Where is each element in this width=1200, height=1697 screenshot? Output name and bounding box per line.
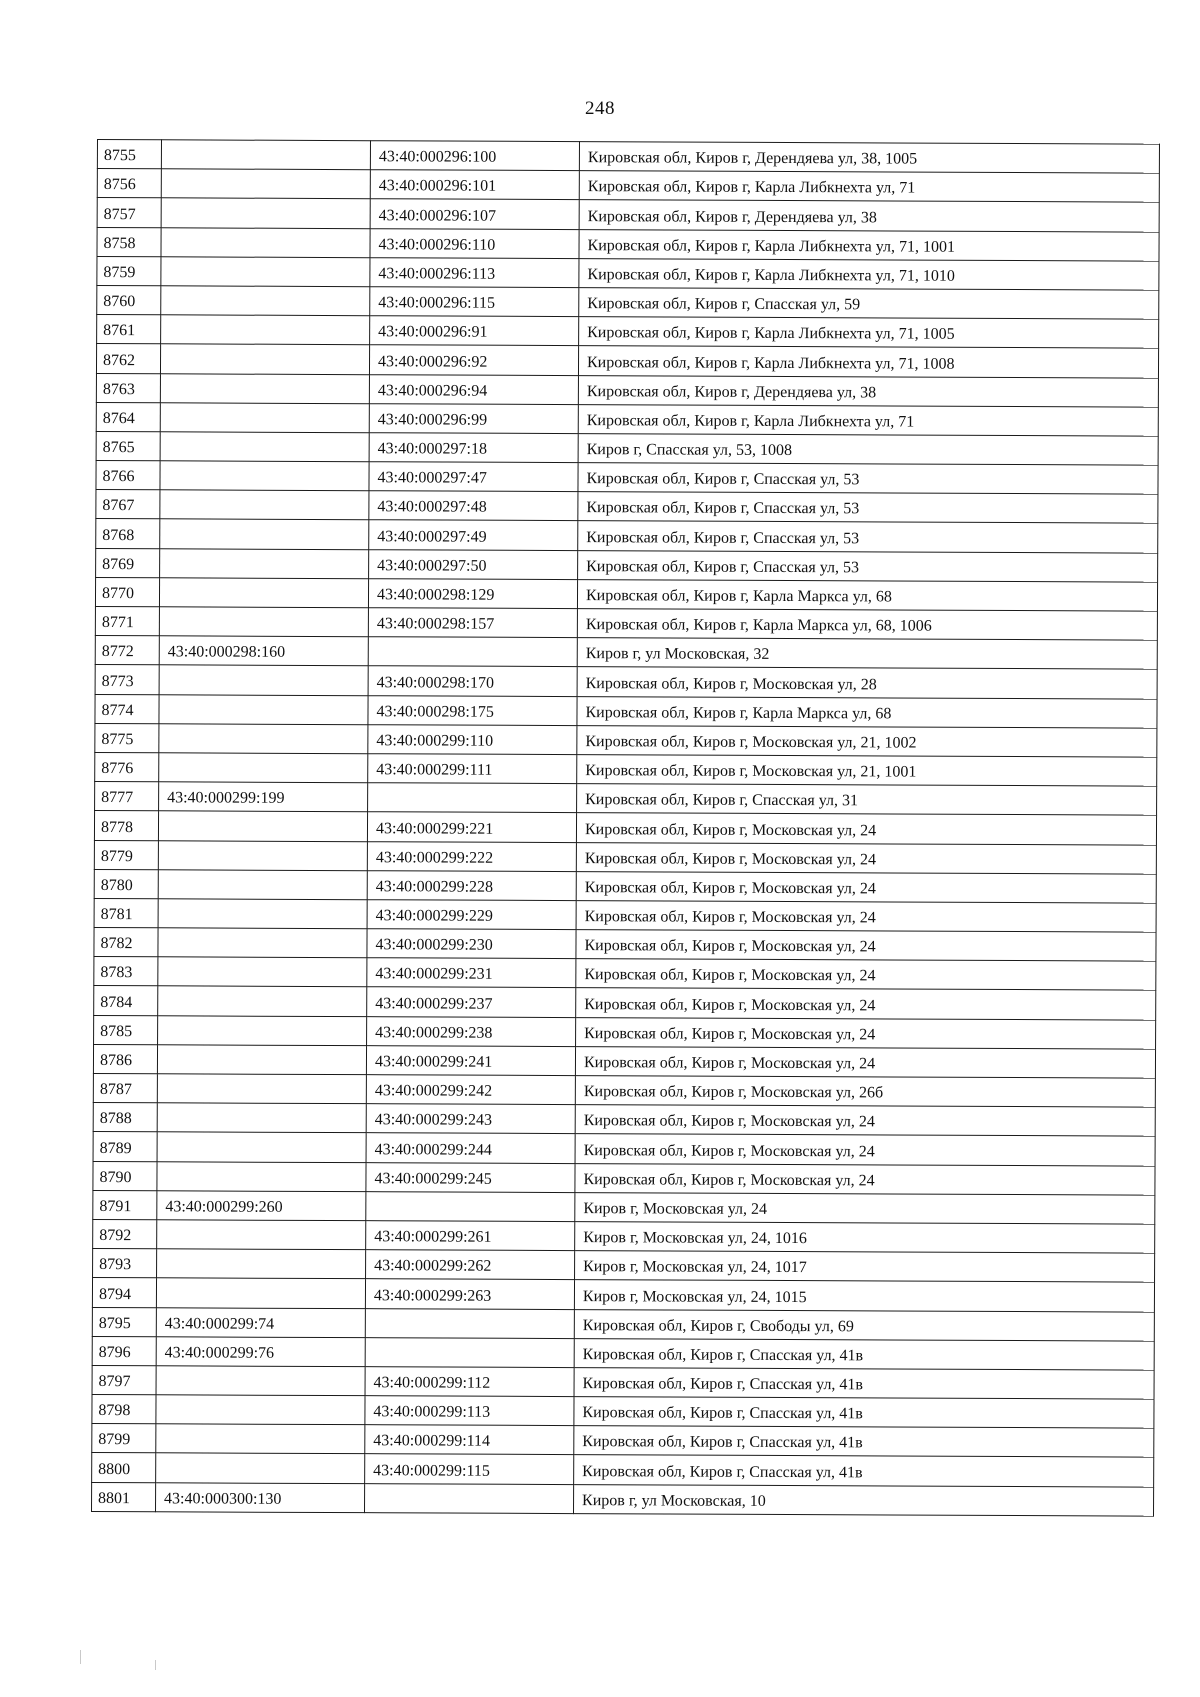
record-number-cell: 8785 [94, 1015, 158, 1044]
table-row [92, 1365, 1154, 1399]
address-cell: Киров г, ул Московская, 10 [574, 1484, 1154, 1516]
cadastral-number-b-cell: 43:40:000299:111 [368, 754, 577, 784]
table-row [92, 1336, 1154, 1370]
table-row [96, 373, 1158, 407]
table-row [96, 402, 1158, 436]
record-number-cell: 8767 [96, 490, 160, 519]
table-row [95, 723, 1157, 757]
cadastral-number-a-cell [160, 402, 369, 432]
table-row [93, 1073, 1155, 1107]
cadastral-number-b-cell [366, 1191, 575, 1221]
table-row [93, 1044, 1155, 1078]
record-number-cell: 8759 [97, 256, 161, 285]
address-cell: Кировская обл, Киров г, Спасская ул, 53 [578, 550, 1158, 582]
cadastral-number-b-cell: 43:40:000299:244 [366, 1133, 575, 1163]
cadastral-number-a-cell [156, 1395, 365, 1425]
cadastral-number-a-cell [159, 607, 368, 637]
record-number-cell: 8796 [92, 1336, 156, 1365]
page-number: 248 [585, 98, 615, 119]
record-number-cell: 8763 [96, 373, 160, 402]
record-number-cell: 8790 [93, 1161, 157, 1190]
table-row [93, 1190, 1155, 1224]
cadastral-number-b-cell [368, 783, 577, 813]
cadastral-number-a-cell [159, 724, 368, 754]
record-number-cell: 8773 [95, 665, 159, 694]
cadastral-number-b-cell [365, 1337, 574, 1367]
cadastral-number-a-cell [157, 1132, 366, 1162]
cadastral-number-b-cell: 43:40:000296:100 [370, 141, 579, 171]
table-row [92, 1307, 1154, 1341]
cadastral-number-b-cell: 43:40:000298:170 [368, 666, 577, 696]
record-number-cell: 8771 [95, 606, 159, 635]
address-cell: Кировская обл, Киров г, Дерендяева ул, 38, 1005 [579, 142, 1159, 174]
cadastral-number-b-cell: 43:40:000298:157 [368, 608, 577, 638]
cadastral-number-b-cell: 43:40:000299:229 [367, 900, 576, 930]
address-cell: Кировская обл, Киров г, Московская ул, 24 [575, 1163, 1155, 1195]
address-cell: Кировская обл, Киров г, Московская ул, 24 [576, 988, 1156, 1020]
cadastral-number-b-cell: 43:40:000299:263 [365, 1279, 574, 1309]
table-row [94, 1015, 1156, 1049]
address-cell: Кировская обл, Киров г, Московская ул, 28 [577, 667, 1157, 699]
table-row [96, 344, 1158, 378]
table-row [95, 782, 1157, 816]
address-cell: Кировская обл, Киров г, Карла Маркса ул, 68 [577, 579, 1157, 611]
cadastral-number-b-cell [365, 1483, 574, 1513]
scan-mark-bottom [155, 1660, 156, 1670]
record-number-cell: 8766 [96, 461, 160, 490]
address-cell: Кировская обл, Киров г, Спасская ул, 31 [577, 784, 1157, 816]
cadastral-number-b-cell: 43:40:000299:228 [367, 870, 576, 900]
address-cell: Кировская обл, Киров г, Карла Либкнехта ул, 71 [579, 171, 1159, 203]
address-cell: Кировская обл, Киров г, Спасская ул, 53 [578, 521, 1158, 553]
cadastral-number-a-cell [157, 1249, 366, 1279]
record-number-cell: 8756 [97, 169, 161, 198]
cadastral-number-a-cell [161, 169, 370, 199]
table-row [93, 1249, 1155, 1283]
cadastral-number-a-cell [156, 1278, 365, 1308]
cadastral-number-b-cell: 43:40:000299:243 [366, 1104, 575, 1134]
cadastral-number-b-cell: 43:40:000296:91 [370, 316, 579, 346]
cadastral-number-b-cell [365, 1308, 574, 1338]
table-row [92, 1278, 1154, 1312]
scan-mark-left [80, 1650, 81, 1664]
record-number-cell: 8784 [94, 986, 158, 1015]
address-cell: Кировская обл, Киров г, Московская ул, 24 [575, 1046, 1155, 1078]
cadastral-number-b-cell: 43:40:000296:113 [370, 257, 579, 287]
record-number-cell: 8780 [94, 869, 158, 898]
cadastral-number-a-cell [156, 1424, 365, 1454]
address-cell: Кировская обл, Киров г, Спасская ул, 41в [574, 1338, 1154, 1370]
record-number-cell: 8800 [92, 1453, 156, 1482]
cadastral-number-a-cell: 43:40:000299:74 [156, 1307, 365, 1337]
cadastral-number-b-cell: 43:40:000299:112 [365, 1367, 574, 1397]
cadastral-number-a-cell [159, 665, 368, 695]
address-cell: Кировская обл, Киров г, Московская ул, 24 [576, 900, 1156, 932]
cadastral-number-a-cell [158, 899, 367, 929]
address-cell: Кировская обл, Киров г, Свободы ул, 69 [574, 1309, 1154, 1341]
address-cell: Киров г, Московская ул, 24 [575, 1192, 1155, 1224]
cadastral-number-a-cell: 43:40:000298:160 [159, 636, 368, 666]
record-number-cell: 8792 [93, 1219, 157, 1248]
address-cell: Кировская обл, Киров г, Спасская ул, 53 [578, 492, 1158, 524]
address-cell: Кировская обл, Киров г, Дерендяева ул, 38 [578, 375, 1158, 407]
record-number-cell: 8778 [94, 811, 158, 840]
table-row [94, 928, 1156, 962]
cadastral-number-b-cell: 43:40:000299:110 [368, 724, 577, 754]
record-number-cell: 8799 [92, 1424, 156, 1453]
table-row [93, 1219, 1155, 1253]
cadastral-number-a-cell [157, 1220, 366, 1250]
cadastral-number-a-cell [156, 1366, 365, 1396]
registry-table-body [92, 140, 1160, 1516]
cadastral-number-a-cell [160, 432, 369, 462]
address-cell: Кировская обл, Киров г, Спасская ул, 41в [574, 1426, 1154, 1458]
table-row [94, 898, 1156, 932]
table-row [97, 315, 1159, 349]
table-row [94, 840, 1156, 874]
cadastral-number-a-cell [158, 957, 367, 987]
address-cell: Кировская обл, Киров г, Карла Либкнехта ул, 71 [578, 404, 1158, 436]
cadastral-number-b-cell: 43:40:000299:114 [365, 1425, 574, 1455]
record-number-cell: 8801 [92, 1482, 156, 1511]
cadastral-number-b-cell: 43:40:000299:262 [366, 1250, 575, 1280]
cadastral-number-a-cell [160, 548, 369, 578]
table-row [96, 461, 1158, 495]
table-row [96, 519, 1158, 553]
record-number-cell: 8769 [96, 548, 160, 577]
address-cell: Кировская обл, Киров г, Спасская ул, 53 [578, 463, 1158, 495]
cadastral-number-b-cell [368, 637, 577, 667]
address-cell: Кировская обл, Киров г, Карла Либкнехта ул, 71, 1001 [579, 229, 1159, 261]
cadastral-number-a-cell [160, 519, 369, 549]
cadastral-number-a-cell [160, 461, 369, 491]
cadastral-number-a-cell [161, 140, 370, 170]
cadastral-number-b-cell: 43:40:000297:18 [369, 433, 578, 463]
address-cell: Кировская обл, Киров г, Спасская ул, 41в [574, 1455, 1154, 1487]
table-row [97, 285, 1159, 319]
address-cell: Кировская обл, Киров г, Карла Либкнехта ул, 71, 1008 [578, 346, 1158, 378]
cadastral-number-a-cell: 43:40:000299:199 [159, 782, 368, 812]
cadastral-number-b-cell: 43:40:000299:238 [367, 1016, 576, 1046]
cadastral-number-b-cell: 43:40:000299:222 [367, 841, 576, 871]
table-row [93, 1132, 1155, 1166]
address-cell: Киров г, Московская ул, 24, 1017 [575, 1251, 1155, 1283]
cadastral-number-a-cell [161, 315, 370, 345]
address-cell: Кировская обл, Киров г, Московская ул, 24 [576, 842, 1156, 874]
cadastral-number-b-cell: 43:40:000297:50 [369, 549, 578, 579]
record-number-cell: 8789 [93, 1132, 157, 1161]
table-row [92, 1482, 1154, 1516]
record-number-cell: 8776 [95, 752, 159, 781]
address-cell: Кировская обл, Киров г, Карла Либкнехта ул, 71, 1010 [579, 258, 1159, 290]
address-cell: Кировская обл, Киров г, Спасская ул, 41в [574, 1367, 1154, 1399]
table-row [97, 169, 1159, 203]
address-cell: Киров г, ул Московская, 32 [577, 638, 1157, 670]
record-number-cell: 8772 [95, 636, 159, 665]
cadastral-number-a-cell [161, 286, 370, 316]
record-number-cell: 8782 [94, 928, 158, 957]
registry-table [91, 139, 1160, 1516]
cadastral-number-b-cell: 43:40:000299:261 [366, 1221, 575, 1251]
record-number-cell: 8761 [97, 315, 161, 344]
address-cell: Кировская обл, Киров г, Карла Либкнехта ул, 71, 1005 [579, 317, 1159, 349]
address-cell: Кировская обл, Киров г, Спасская ул, 59 [579, 288, 1159, 320]
cadastral-number-a-cell [158, 811, 367, 841]
address-cell: Киров г, Московская ул, 24, 1015 [574, 1280, 1154, 1312]
record-number-cell: 8762 [96, 344, 160, 373]
cadastral-number-b-cell: 43:40:000299:230 [367, 929, 576, 959]
address-cell: Кировская обл, Киров г, Московская ул, 24 [576, 871, 1156, 903]
table-row [95, 606, 1157, 640]
cadastral-number-a-cell [158, 986, 367, 1016]
record-number-cell: 8777 [95, 782, 159, 811]
table-row [94, 869, 1156, 903]
record-number-cell: 8765 [96, 431, 160, 460]
cadastral-number-b-cell: 43:40:000299:245 [366, 1162, 575, 1192]
record-number-cell: 8775 [95, 723, 159, 752]
address-cell: Кировская обл, Киров г, Спасская ул, 41в [574, 1397, 1154, 1429]
table-row [97, 256, 1159, 290]
table-row [96, 490, 1158, 524]
table-row [97, 198, 1159, 232]
cadastral-number-b-cell: 43:40:000299:221 [367, 812, 576, 842]
cadastral-number-a-cell [160, 344, 369, 374]
cadastral-number-a-cell [159, 578, 368, 608]
cadastral-number-a-cell [158, 869, 367, 899]
cadastral-number-b-cell: 43:40:000296:92 [369, 345, 578, 375]
address-cell: Кировская обл, Киров г, Московская ул, 24 [576, 959, 1156, 991]
table-row [96, 431, 1158, 465]
address-cell: Кировская обл, Киров г, Московская ул, 24 [576, 1017, 1156, 1049]
cadastral-number-b-cell: 43:40:000296:115 [370, 287, 579, 317]
table-row [95, 694, 1157, 728]
cadastral-number-a-cell [158, 840, 367, 870]
cadastral-number-b-cell: 43:40:000297:49 [369, 520, 578, 550]
record-number-cell: 8798 [92, 1395, 156, 1424]
table-row [95, 665, 1157, 699]
cadastral-number-b-cell: 43:40:000297:48 [369, 491, 578, 521]
cadastral-number-a-cell [157, 1161, 366, 1191]
record-number-cell: 8770 [95, 577, 159, 606]
cadastral-number-a-cell [161, 227, 370, 257]
address-cell: Кировская обл, Киров г, Карла Маркса ул, 68 [577, 696, 1157, 728]
cadastral-number-b-cell: 43:40:000299:242 [366, 1075, 575, 1105]
address-cell: Кировская обл, Киров г, Московская ул, 24 [575, 1105, 1155, 1137]
cadastral-number-b-cell: 43:40:000296:101 [370, 170, 579, 200]
record-number-cell: 8794 [92, 1278, 156, 1307]
cadastral-number-b-cell: 43:40:000296:107 [370, 199, 579, 229]
cadastral-number-b-cell: 43:40:000299:115 [365, 1454, 574, 1484]
cadastral-number-b-cell: 43:40:000299:237 [367, 987, 576, 1017]
table-row [96, 548, 1158, 582]
record-number-cell: 8774 [95, 694, 159, 723]
table-row [93, 1161, 1155, 1195]
record-number-cell: 8760 [97, 285, 161, 314]
table-row [92, 1453, 1154, 1487]
cadastral-number-b-cell: 43:40:000298:129 [368, 579, 577, 609]
record-number-cell: 8779 [94, 840, 158, 869]
record-number-cell: 8787 [93, 1073, 157, 1102]
cadastral-number-a-cell [159, 753, 368, 783]
address-cell: Кировская обл, Киров г, Московская ул, 24 [575, 1134, 1155, 1166]
table-row [95, 752, 1157, 786]
cadastral-number-a-cell: 43:40:000299:76 [156, 1336, 365, 1366]
record-number-cell: 8764 [96, 402, 160, 431]
record-number-cell: 8781 [94, 898, 158, 927]
table-row [93, 1103, 1155, 1137]
address-cell: Кировская обл, Киров г, Карла Маркса ул, 68, 1006 [577, 609, 1157, 641]
table-row [94, 986, 1156, 1020]
address-cell: Кировская обл, Киров г, Московская ул, 24 [576, 930, 1156, 962]
address-cell: Киров г, Спасская ул, 53, 1008 [578, 433, 1158, 465]
cadastral-number-a-cell: 43:40:000299:260 [157, 1191, 366, 1221]
table-row [94, 957, 1156, 991]
address-cell: Кировская обл, Киров г, Московская ул, 26б [575, 1076, 1155, 1108]
record-number-cell: 8758 [97, 227, 161, 256]
cadastral-number-a-cell [158, 1015, 367, 1045]
cadastral-number-a-cell [158, 928, 367, 958]
table-row [92, 1424, 1154, 1458]
address-cell: Киров г, Московская ул, 24, 1016 [575, 1222, 1155, 1254]
cadastral-number-a-cell [157, 1074, 366, 1104]
address-cell: Кировская обл, Киров г, Московская ул, 21, 1001 [577, 755, 1157, 787]
record-number-cell: 8768 [96, 519, 160, 548]
cadastral-number-b-cell: 43:40:000299:241 [366, 1045, 575, 1075]
cadastral-number-a-cell [157, 1045, 366, 1075]
cadastral-number-a-cell [160, 490, 369, 520]
cadastral-number-b-cell: 43:40:000296:110 [370, 228, 579, 258]
address-cell: Кировская обл, Киров г, Московская ул, 24 [576, 813, 1156, 845]
table-row [95, 577, 1157, 611]
table-row [97, 140, 1159, 174]
cadastral-number-a-cell: 43:40:000300:130 [156, 1482, 365, 1512]
cadastral-number-a-cell [159, 694, 368, 724]
cadastral-number-a-cell [156, 1453, 365, 1483]
record-number-cell: 8783 [94, 957, 158, 986]
cadastral-number-b-cell: 43:40:000296:99 [369, 403, 578, 433]
record-number-cell: 8791 [93, 1190, 157, 1219]
record-number-cell: 8797 [92, 1365, 156, 1394]
record-number-cell: 8793 [93, 1249, 157, 1278]
table-row [97, 227, 1159, 261]
cadastral-number-a-cell [161, 257, 370, 287]
cadastral-number-b-cell: 43:40:000299:113 [365, 1396, 574, 1426]
record-number-cell: 8757 [97, 198, 161, 227]
cadastral-number-b-cell: 43:40:000296:94 [369, 374, 578, 404]
record-number-cell: 8788 [93, 1103, 157, 1132]
record-number-cell: 8755 [97, 140, 161, 169]
table-row [92, 1395, 1154, 1429]
table-row [95, 636, 1157, 670]
cadastral-number-b-cell: 43:40:000298:175 [368, 695, 577, 725]
cadastral-number-b-cell: 43:40:000299:231 [367, 958, 576, 988]
record-number-cell: 8795 [92, 1307, 156, 1336]
cadastral-number-a-cell [160, 373, 369, 403]
cadastral-number-a-cell [161, 198, 370, 228]
cadastral-number-b-cell: 43:40:000297:47 [369, 462, 578, 492]
cadastral-number-a-cell [157, 1103, 366, 1133]
address-cell: Кировская обл, Киров г, Дерендяева ул, 38 [579, 200, 1159, 232]
table-row [94, 811, 1156, 845]
address-cell: Кировская обл, Киров г, Московская ул, 21, 1002 [577, 725, 1157, 757]
record-number-cell: 8786 [93, 1044, 157, 1073]
